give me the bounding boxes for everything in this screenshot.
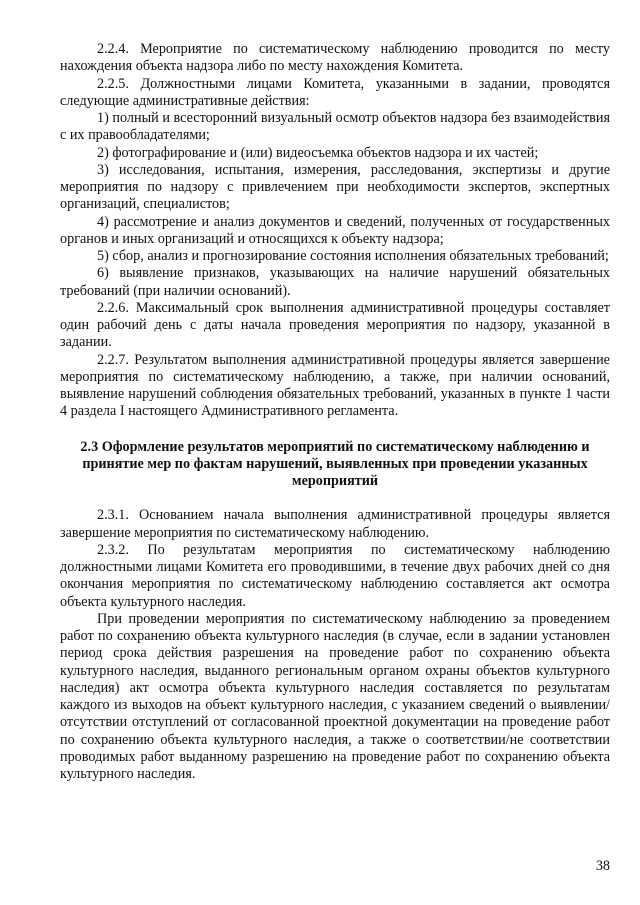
list-item-2: 2) фотографирование и (или) видеосъемка объектов надзора и их частей; xyxy=(97,144,539,161)
paragraph-2-2-6: 2.2.6. Максимальный срок выполнения административной процедуры составляет один рабочий день с даты начала проведения мероприятия по надзору, указанной в задании. xyxy=(60,299,610,351)
paragraph-2-2-5: 2.2.5. Должностными лицами Комитета, указанными в задании, проводятся следующие административные действия: xyxy=(60,75,610,109)
top-section-body xyxy=(60,41,610,421)
list-item-5: 5) сбор, анализ и прогнозирование состояния исполнения обязательных требований; xyxy=(97,248,609,264)
page-number: 38 xyxy=(595,858,610,874)
list-item-1: 1) полный и всесторонний визуальный осмотр объектов надзора без взаимодействия с их правообладателями; xyxy=(60,110,610,144)
bottom-section-body xyxy=(60,507,610,783)
paragraph-inspection-act: При проведении мероприятия по систематическому наблюдению за проведением работ по сохранению объекта культурного наследия (в случае, если в задании установлен период срока действия разрешения на проведение работ по сохранению объекта культурного наследия, выданного региональным органом охраны объектов культурного наследия) акт осмотра объекта культурного наследия составляется по результатам каждого из выходов на объект культурного наследия, с указанием сведений о выявлении/отсутствии отступлений от согласованной проектной документации на проведение работ по сохранению объекта культурного наследия, а также о соответствии/не соответствии проводимых работ выданному разрешению на проведение работ по сохранению объекта культурного наследия. xyxy=(60,610,610,782)
paragraph-2-3-1: 2.3.1. Основанием начала выполнения административной процедуры является завершение мероприятия по систематическому наблюдению. xyxy=(60,507,610,541)
paragraph-2-3-2: 2.3.2. По результатам мероприятия по систематическому наблюдению должностными лицами Комитета его проводившими, в течение двух рабочих дней со дня окончания мероприятия по систематическому наблюдению составляется акт осмотра объекта культурного наследия. xyxy=(60,541,610,610)
list-item-6: 6) выявление признаков, указывающих на наличие нарушений обязательных требований (при наличии оснований). xyxy=(60,265,610,299)
section-heading: 2.3 Оформление результатов мероприятий по систематическому наблюдению и принятие мер по фактам нарушений, выявленных при проведении указанных мероприятий xyxy=(80,438,590,489)
list-item-3: 3) исследования, испытания, измерения, расследования, экспертизы и другие мероприятия по надзору с привлечением при необходимости экспертов, экспертных организаций, специалистов; xyxy=(60,161,610,213)
list-item-4: 4) рассмотрение и анализ документов и сведений, полученных от государственных органов и иных организаций и относящихся к объекту надзора; xyxy=(60,213,610,247)
paragraph-2-2-4: 2.2.4. Мероприятие по систематическому наблюдению проводится по месту нахождения объекта надзора либо по месту нахождения Комитета. xyxy=(60,41,610,75)
heading-spacer xyxy=(60,490,610,507)
paragraph-2-2-7: 2.2.7. Результатом выполнения административной процедуры является завершение мероприятия по систематическому наблюдению, а также, при наличии оснований, выявление нарушений соблюдения обязательных требований, указанных в пункте 1 части 4 раздела I настоящего Административного регламента. xyxy=(60,351,610,420)
